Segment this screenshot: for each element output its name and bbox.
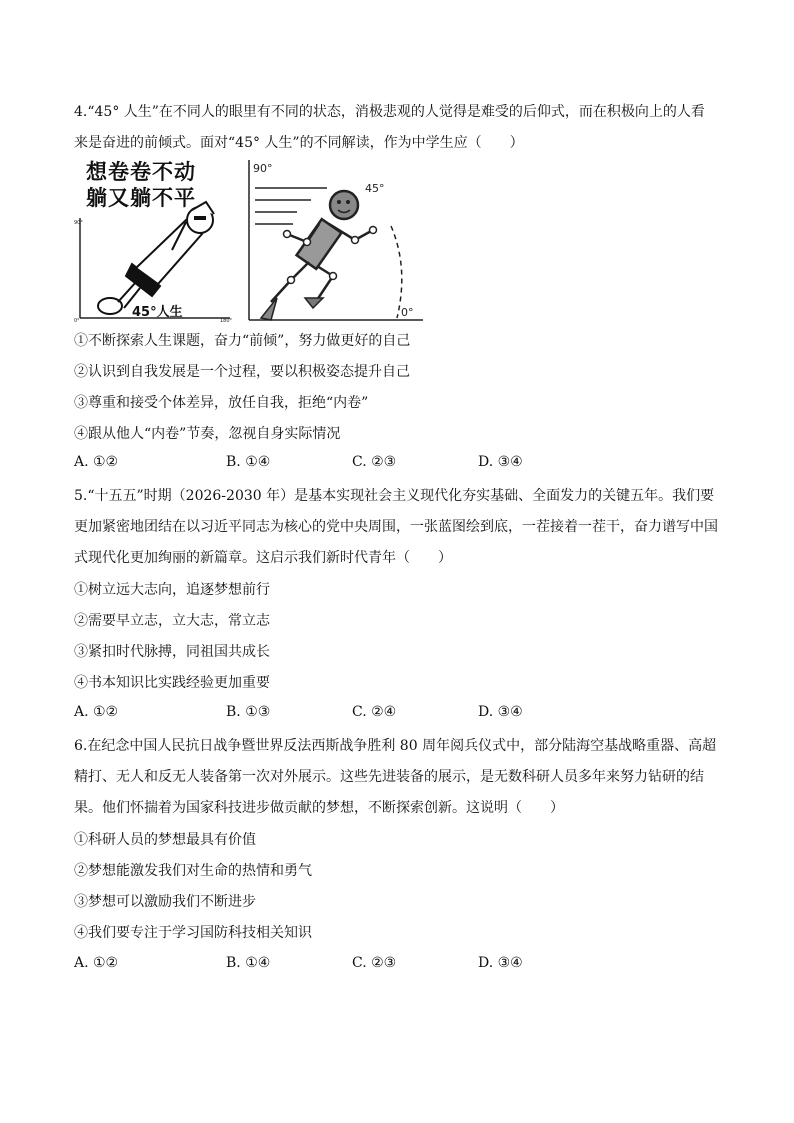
question-4-item-2: ②认识到自我发展是一个过程，要以积极姿态提升自己 [74,364,410,380]
question-6-options [74,955,724,975]
question-6-stem-line-1: 6.在纪念中国人民抗日战争暨世界反法西斯战争胜利 80 周年阅兵仪式中，部分陆海空基战略重器、高超 [74,738,717,754]
runner-rear-foot [261,298,277,320]
option-a[interactable]: A. ①② [74,454,119,470]
tick-180-label: 180° [220,318,233,323]
label-0: 0° [401,306,414,319]
question-6-item-3: ③梦想可以激励我们不断进步 [74,894,256,910]
label-45: 45° [365,182,385,195]
question-6-stem-line-3: 果。他们怀揣着为国家科技进步做贡献的梦想，不断探索创新。这说明（ ） [74,800,564,816]
angle-arc [391,226,402,318]
question-6-item-1: ①科研人员的梦想最具有价值 [74,832,256,848]
cartoon-title-line-2: 躺又躺不平 [86,186,196,210]
option-a[interactable]: A. ①② [74,704,119,720]
option-c[interactable]: C. ②④ [352,704,397,720]
question-4-options [74,454,724,474]
question-5-item-3: ③紧扣时代脉搏，同祖国共成长 [74,644,270,660]
question-4-stem-line-1: 4.“45° 人生”在不同人的眼里有不同的状态，消极悲观的人觉得是难受的后仰式，而在积极向上的人看 [74,104,705,120]
question-5-stem-line-1: 5.“十五五”时期（2026-2030 年）是基本实现社会主义现代化夯实基础、全面发力的关键五年。我们要 [74,488,715,504]
running-figure-illustration [247,158,427,323]
question-5-stem-line-2: 更加紧密地团结在以习近平同志为核心的党中央周围，一张蓝图绘到底，一茬接着一茬干，奋力谱写中国 [74,519,718,535]
question-4-item-4: ④跟从他人“内卷”节奏，忽视自身实际情况 [74,426,341,442]
option-b[interactable]: B. ①③ [226,704,271,720]
option-a[interactable]: A. ①② [74,955,119,971]
cartoon-title-line-1: 想卷卷不动 [86,160,196,184]
question-5-options [74,704,724,724]
label-90: 90° [253,162,273,175]
lying-person-illustration [74,158,234,323]
speed-lines [255,188,327,224]
question-4-item-1: ①不断探索人生课题，奋力“前倾”，努力做更好的自己 [74,333,411,349]
option-d[interactable]: D. ③④ [478,704,523,720]
tick-0-label: 0° [74,318,80,323]
runner-head [330,191,358,219]
option-d[interactable]: D. ③④ [478,955,523,971]
tick-90-label: 90° [74,220,83,226]
runner-front-foot [305,298,323,308]
cartoon-45-running [247,158,427,323]
question-6-stem-line-2: 精打、无人和反无人装备第一次对外展示。这些先进装备的展示，是无数科研人员多年来努力钻研的结 [74,769,704,785]
question-4-stem-line-2: 来是奋进的前倾式。面对“45° 人生”的不同解读，作为中学生应（ ） [74,135,524,151]
question-5-item-2: ②需要早立志，立大志，常立志 [74,613,270,629]
option-b[interactable]: B. ①④ [226,955,271,971]
glasses-shape [194,216,206,220]
question-5-item-4: ④书本知识比实践经验更加重要 [74,675,270,691]
option-b[interactable]: B. ①④ [226,454,271,470]
question-4-item-3: ③尊重和接受个体差异，放任自我，拒绝“内卷” [74,395,369,411]
option-d[interactable]: D. ③④ [478,454,523,470]
question-5-item-1: ①树立远大志向，追逐梦想前行 [74,582,270,598]
question-5-stem-line-3: 式现代化更加绚丽的新篇章。这启示我们新时代青年（ ） [74,550,452,566]
option-c[interactable]: C. ②③ [352,454,397,470]
question-6-item-2: ②梦想能激发我们对生命的热情和勇气 [74,863,312,879]
cartoon-45-lying [74,158,234,323]
question-6-item-4: ④我们要专注于学习国防科技相关知识 [74,925,312,941]
caption-45-life: 45°人生 [132,305,183,320]
option-c[interactable]: C. ②③ [352,955,397,971]
